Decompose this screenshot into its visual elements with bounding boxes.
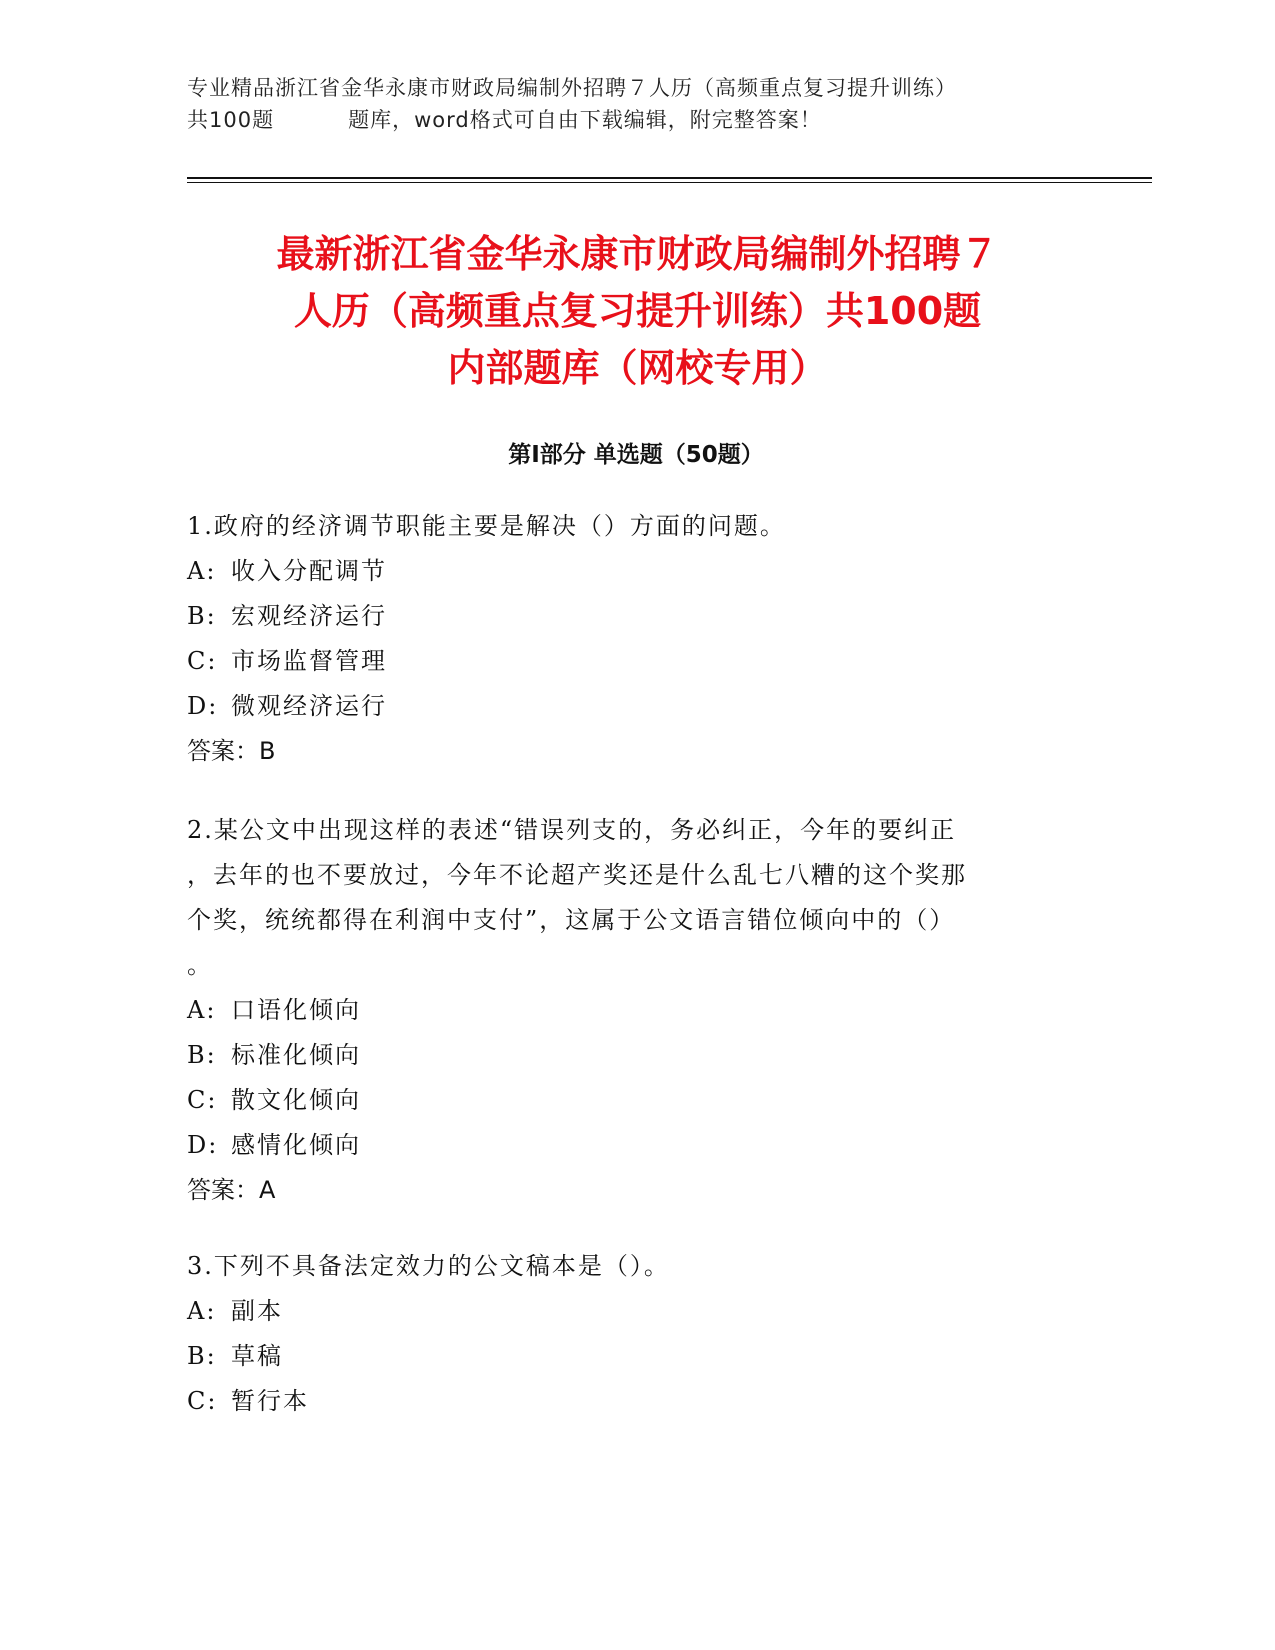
option-key: B:	[187, 1342, 217, 1370]
question-2-option-d	[187, 1123, 1067, 1168]
header-divider-thin	[187, 182, 1152, 183]
option-key: B:	[187, 1041, 217, 1069]
option-key: A:	[187, 557, 217, 585]
option-text: 标准化倾向	[231, 1041, 361, 1069]
option-key: A:	[187, 996, 217, 1024]
question-3-option-b	[187, 1334, 1067, 1379]
option-key: B:	[187, 602, 217, 630]
header-note	[187, 72, 1067, 136]
option-text: 市场监督管理	[231, 647, 387, 675]
header-divider-thick	[187, 177, 1152, 179]
document-title	[190, 226, 1085, 397]
question-3	[187, 1244, 1067, 1424]
question-1-option-b	[187, 594, 1067, 639]
header-note-line-2	[187, 104, 1067, 136]
option-text: 宏观经济运行	[231, 602, 387, 630]
option-text: 收入分配调节	[231, 557, 387, 585]
question-2-option-b	[187, 1033, 1067, 1078]
option-key: D:	[187, 1131, 219, 1159]
question-text-line: 1.政府的经济调节职能主要是解决（）方面的问题。	[187, 512, 786, 540]
question-2-option-c	[187, 1078, 1067, 1123]
header-note-count: 共100题	[187, 108, 275, 132]
header-note-line-1: 专业精品浙江省金华永康市财政局编制外招聘７人历（高频重点复习提升训练）	[187, 76, 957, 100]
question-1-option-a	[187, 549, 1067, 594]
question-1-option-c	[187, 639, 1067, 684]
question-2-option-a	[187, 988, 1067, 1033]
question-3-option-a	[187, 1289, 1067, 1334]
option-text: 暂行本	[231, 1387, 309, 1415]
option-key: A:	[187, 1297, 217, 1325]
question-2	[187, 808, 1067, 1213]
question-text-line: 3.下列不具备法定效力的公文稿本是（）。	[187, 1252, 670, 1280]
option-text: 微观经济运行	[231, 692, 387, 720]
option-key: C:	[187, 1387, 218, 1415]
option-text: 草稿	[231, 1342, 283, 1370]
question-1-answer: 答案：B	[187, 737, 276, 765]
title-line-1: 最新浙江省金华永康市财政局编制外招聘７	[276, 232, 999, 276]
question-2-answer: 答案：A	[187, 1176, 276, 1204]
option-text: 副本	[231, 1297, 283, 1325]
title-line-3: 内部题库（网校专用）	[447, 346, 828, 390]
option-key: C:	[187, 647, 218, 675]
option-key: C:	[187, 1086, 218, 1114]
question-3-text	[187, 1244, 1067, 1289]
question-text-line: 个奖，统统都得在利润中支付”，这属于公文语言错位倾向中的（）	[187, 906, 956, 934]
question-1-text	[187, 504, 1067, 549]
question-text-line: 。	[187, 951, 213, 979]
option-text: 感情化倾向	[231, 1131, 361, 1159]
question-2-text	[187, 808, 1067, 988]
header-note-description: 题库，word格式可自由下载编辑，附完整答案！	[348, 108, 822, 132]
question-3-option-c	[187, 1379, 1067, 1424]
option-key: D:	[187, 692, 219, 720]
question-1-option-d	[187, 684, 1067, 729]
question-1	[187, 504, 1067, 774]
section-heading: 第Ⅰ部分 单选题（50题）	[508, 442, 764, 468]
option-text: 散文化倾向	[231, 1086, 361, 1114]
title-line-2: 人历（高频重点复习提升训练）共100题	[293, 289, 982, 333]
question-text-line: ，去年的也不要放过，今年不论超产奖还是什么乱七八糟的这个奖那	[187, 861, 967, 889]
option-text: 口语化倾向	[231, 996, 361, 1024]
question-text-line: 2.某公文中出现这样的表述“错误列支的，务必纠正，今年的要纠正	[187, 816, 957, 844]
